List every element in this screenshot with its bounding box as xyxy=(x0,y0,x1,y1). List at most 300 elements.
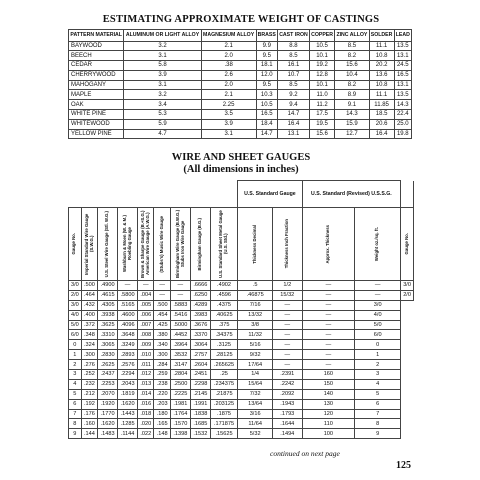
gauges-cell: .3370 xyxy=(190,330,210,340)
gauges-cell: — xyxy=(302,290,355,300)
gauges-cell: 150 xyxy=(302,379,355,389)
castings-cell: 14.7 xyxy=(256,129,277,139)
castings-cell: 16.4 xyxy=(277,119,309,129)
gauges-cell: .180 xyxy=(154,409,170,419)
gauges-cell: .25 xyxy=(210,370,237,380)
gauges-cell: — xyxy=(170,290,190,300)
castings-cell: 11.2 xyxy=(309,100,334,110)
castings-cell: 8.5 xyxy=(277,51,309,61)
castings-cell: 18.5 xyxy=(369,110,394,120)
gauges-row xyxy=(69,429,414,439)
gauges-cell: 1/4 xyxy=(238,370,273,380)
castings-cell: 2.25 xyxy=(201,100,256,110)
gauges-title-block xyxy=(60,152,422,176)
gauges-cell: .4900 xyxy=(98,281,118,291)
gauges-cell: .1920 xyxy=(98,399,118,409)
gauges-row xyxy=(69,300,414,310)
castings-title: ESTIMATING APPROXIMATE WEIGHT OF CASTINGS xyxy=(102,14,380,25)
gauges-cell: .3648 xyxy=(118,330,138,340)
castings-row xyxy=(69,110,412,120)
group-us-revised: U.S. Standard (Revised) U.S.S.G. xyxy=(302,181,401,208)
castings-col-header: LEAD xyxy=(394,30,411,42)
gauges-col-header-text: U.S. Standard Sheet Metal Gauge (U.S. Std.) xyxy=(218,210,229,278)
gauges-cell: .1793 xyxy=(273,409,302,419)
gauges-cell: .2391 xyxy=(273,370,302,380)
castings-cell: 8.9 xyxy=(335,90,369,100)
gauges-cell: .022 xyxy=(138,429,154,439)
gauges-cell: .1770 xyxy=(98,409,118,419)
gauges-cell: .324 xyxy=(81,340,97,350)
castings-col-header: COPPER xyxy=(309,30,334,42)
gauges-cell: .4375 xyxy=(210,300,237,310)
gauges-col-header xyxy=(273,208,302,281)
castings-row xyxy=(69,41,412,51)
gauges-cell: .348 xyxy=(81,330,97,340)
gauges-row xyxy=(69,379,414,389)
gauges-cell: .21875 xyxy=(210,389,237,399)
gauges-row xyxy=(69,360,414,370)
gauges-cell: 3/16 xyxy=(238,409,273,419)
gauges-cell: .464 xyxy=(81,290,97,300)
gauges-cell: .400 xyxy=(81,310,97,320)
castings-cell: 13.5 xyxy=(394,90,411,100)
castings-row xyxy=(69,61,412,71)
gauges-cell: 4/0 xyxy=(355,310,401,320)
gauges-col-header-text: Washburn & Moen (W. & M.) Roebling Gauge xyxy=(121,215,132,273)
gauges-cell: 7/32 xyxy=(238,389,273,399)
gauges-cell: .020 xyxy=(138,419,154,429)
gauges-col-header xyxy=(210,208,237,281)
gauges-cell: .340 xyxy=(154,340,170,350)
castings-cell: 19.5 xyxy=(309,119,334,129)
gauges-cell: 6/0 xyxy=(69,330,82,340)
gauges-cell: — xyxy=(302,281,355,291)
gauges-row xyxy=(69,330,414,340)
castings-col-header: SOLDER xyxy=(369,30,394,42)
castings-cell: 9.9 xyxy=(256,41,277,51)
castings-row xyxy=(69,119,412,129)
gauges-cell: 1/2 xyxy=(273,281,302,291)
gauges-table xyxy=(68,180,414,439)
castings-cell: 4.7 xyxy=(124,129,201,139)
gauges-cell: .2294 xyxy=(118,370,138,380)
gauges-cell: 13/32 xyxy=(238,310,273,320)
castings-cell: 3.2 xyxy=(124,90,201,100)
castings-cell: 17.5 xyxy=(309,110,334,120)
gauges-cell: 4 xyxy=(69,379,82,389)
gauges-col-header xyxy=(154,208,170,281)
castings-cell: 2.0 xyxy=(201,51,256,61)
gauges-cell: — xyxy=(273,330,302,340)
gauges-cell: .1644 xyxy=(273,419,302,429)
castings-row xyxy=(69,100,412,110)
gauges-cell: — xyxy=(273,350,302,360)
gauges-cell: .1875 xyxy=(210,409,237,419)
castings-col-header: ZINC ALLOY xyxy=(335,30,369,42)
gauges-col-header-text: Gauge No. xyxy=(71,233,77,255)
gauges-cell: — xyxy=(138,281,154,291)
castings-cell: 13.5 xyxy=(394,41,411,51)
gauges-cell: 2 xyxy=(355,360,401,370)
castings-cell: 10.8 xyxy=(369,51,394,61)
gauges-cell: .284 xyxy=(154,360,170,370)
gauges-cell: — xyxy=(302,310,355,320)
gauges-cell: .1494 xyxy=(273,429,302,439)
gauges-row xyxy=(69,290,414,300)
gauges-cell: — xyxy=(355,281,401,291)
gauges-row xyxy=(69,340,414,350)
castings-cell: 15.6 xyxy=(335,61,369,71)
gauges-cell: .006 xyxy=(138,310,154,320)
gauges-cell: — xyxy=(302,300,355,310)
gauges-cell: 11/64 xyxy=(238,419,273,429)
castings-cell: 14.3 xyxy=(335,110,369,120)
gauges-col-header-text: Imperial Standard Wire Gauge (S.W.G.) xyxy=(83,213,94,275)
castings-cell: 5.9 xyxy=(124,119,201,129)
castings-cell: 19.8 xyxy=(394,129,411,139)
gauges-cell: .3249 xyxy=(118,340,138,350)
gauges-cell: — xyxy=(273,360,302,370)
gauges-cell: .012 xyxy=(138,370,154,380)
castings-cell: 8.2 xyxy=(335,80,369,90)
castings-cell: 20.6 xyxy=(369,119,394,129)
gauges-cell: .2092 xyxy=(273,389,302,399)
gauges-cell: .010 xyxy=(138,350,154,360)
gauges-cell: 100 xyxy=(302,429,355,439)
gauges-cell: .2242 xyxy=(273,379,302,389)
gauges-cell: 130 xyxy=(302,399,355,409)
gauges-row xyxy=(69,310,414,320)
castings-cell: 15.6 xyxy=(309,129,334,139)
castings-cell: 2.1 xyxy=(201,90,256,100)
castings-cell: 9.4 xyxy=(277,100,309,110)
gauges-cell: .160 xyxy=(81,419,97,429)
gauges-col-header xyxy=(69,208,82,281)
castings-cell: 8.8 xyxy=(277,41,309,51)
gauges-col-header-text: Approx. Thickness xyxy=(324,224,330,264)
castings-cell: 5.3 xyxy=(124,110,201,120)
castings-row xyxy=(69,129,412,139)
castings-col-header: MAGNESIUM ALLOY xyxy=(201,30,256,42)
castings-cell: 9.1 xyxy=(335,100,369,110)
gauges-cell: .5800 xyxy=(118,290,138,300)
castings-material: WHITE PINE xyxy=(69,110,124,120)
gauges-col-header-text: Brown & Sharpe Gauge (B.+S.G.) American Wire Gauge (A.W.G.) xyxy=(139,210,150,278)
gauges-cell: .276 xyxy=(81,360,97,370)
gauges-cell: .28125 xyxy=(210,350,237,360)
gauges-cell: 9 xyxy=(69,429,82,439)
gauges-cell: .212 xyxy=(81,389,97,399)
gauges-cell: 9 xyxy=(355,429,401,439)
gauges-cell: .234375 xyxy=(210,379,237,389)
gauges-cell: .252 xyxy=(81,370,97,380)
gauges-cell: .500 xyxy=(154,300,170,310)
gauges-cell: .1443 xyxy=(118,409,138,419)
castings-col-header: BRASS xyxy=(256,30,277,42)
gauges-cell: — xyxy=(273,340,302,350)
gauges-cell: .3147 xyxy=(170,360,190,370)
castings-material: CEDAR xyxy=(69,61,124,71)
gauges-cell: 3/0 xyxy=(69,281,82,291)
gauges-cell: 0 xyxy=(69,340,82,350)
gauges-cell: 3/0 xyxy=(69,300,82,310)
gauges-cell: .425 xyxy=(154,320,170,330)
gauges-cell: .375 xyxy=(210,320,237,330)
gauges-cell: .014 xyxy=(138,389,154,399)
gauges-col-header xyxy=(302,208,355,281)
gauges-col-header xyxy=(355,208,401,281)
gauges-cell: .220 xyxy=(154,389,170,399)
gauges-cell: .1285 xyxy=(118,419,138,429)
castings-cell: 9.2 xyxy=(277,90,309,100)
gauges-col-header xyxy=(81,208,97,281)
gauges-cell: .3532 xyxy=(170,350,190,360)
castings-cell: 10.5 xyxy=(309,41,334,51)
gauges-cell: .380 xyxy=(154,330,170,340)
gauges-col-header-text: Weight oz./sq. ft. xyxy=(374,226,380,262)
castings-cell: 12.7 xyxy=(335,129,369,139)
gauges-cell: .1620 xyxy=(118,399,138,409)
gauges-cell: .232 xyxy=(81,379,97,389)
gauges-cell: 1 xyxy=(69,350,82,360)
gauges-group-row xyxy=(69,181,414,208)
gauges-cell: 6/0 xyxy=(355,330,401,340)
castings-cell: 5.8 xyxy=(124,61,201,71)
gauges-cell: 5 xyxy=(69,389,82,399)
castings-row xyxy=(69,90,412,100)
gauges-cell: .3676 xyxy=(190,320,210,330)
castings-cell: 13.1 xyxy=(394,51,411,61)
gauges-cell: .4615 xyxy=(98,290,118,300)
gauges-cell: 7 xyxy=(355,409,401,419)
gauges-row xyxy=(69,419,414,429)
continued-note: continued on next page xyxy=(270,449,340,458)
gauges-cell: 9/32 xyxy=(238,350,273,360)
gauges-cell: .2298 xyxy=(190,379,210,389)
gauges-cell: — xyxy=(302,360,355,370)
castings-table xyxy=(68,29,412,139)
gauges-cell: .3938 xyxy=(98,310,118,320)
gauges-cell: .2253 xyxy=(98,379,118,389)
castings-cell: 10.1 xyxy=(309,80,334,90)
gauges-row xyxy=(69,350,414,360)
castings-material: BAYWOOD xyxy=(69,41,124,51)
gauges-cell: .4902 xyxy=(210,281,237,291)
gauges-cell: .1532 xyxy=(190,429,210,439)
gauges-cell: .4596 xyxy=(210,290,237,300)
castings-col-header: PATTERN MATERIAL xyxy=(69,30,124,42)
gauges-cell: — xyxy=(355,290,401,300)
gauges-cell: .2500 xyxy=(170,379,190,389)
gauges-row xyxy=(69,409,414,419)
castings-col-header: ALUMINUM OR LIGHT ALLOY xyxy=(124,30,201,42)
castings-cell: 3.2 xyxy=(124,41,201,51)
gauges-cell: .3964 xyxy=(170,340,190,350)
gauges-cell: .2757 xyxy=(190,350,210,360)
castings-cell: 16.5 xyxy=(394,70,411,80)
gauges-cell: .2804 xyxy=(170,370,190,380)
gauges-cell: .300 xyxy=(154,350,170,360)
castings-cell: 3.1 xyxy=(124,80,201,90)
gauges-cell: .1685 xyxy=(190,419,210,429)
gauges-cell: .5883 xyxy=(170,300,190,310)
gauges-cell: .2437 xyxy=(98,370,118,380)
castings-cell: 3.9 xyxy=(201,119,256,129)
gauges-cell: .4305 xyxy=(98,300,118,310)
castings-cell: 11.85 xyxy=(369,100,394,110)
castings-cell: 11.1 xyxy=(369,90,394,100)
gauges-cell: .3310 xyxy=(98,330,118,340)
gauges-cell: — xyxy=(302,350,355,360)
gauges-cell: .5000 xyxy=(170,320,190,330)
gauges-cell: .372 xyxy=(81,320,97,330)
gauges-cell: 2/0 xyxy=(401,290,414,300)
castings-cell: 3.1 xyxy=(201,129,256,139)
gauges-cell: .6666 xyxy=(190,281,210,291)
gauges-cell: .165 xyxy=(154,419,170,429)
gauges-title: WIRE AND SHEET GAUGES xyxy=(171,152,311,163)
castings-cell: 9.5 xyxy=(256,80,277,90)
castings-cell: 16.1 xyxy=(277,61,309,71)
gauges-cell: .34375 xyxy=(210,330,237,340)
castings-material: YELLOW PINE xyxy=(69,129,124,139)
gauges-cell: 120 xyxy=(302,409,355,419)
gauges-cell: .2830 xyxy=(98,350,118,360)
gauges-cell: 2/0 xyxy=(69,290,82,300)
castings-cell: 10.3 xyxy=(256,90,277,100)
castings-cell: 16.5 xyxy=(256,110,277,120)
gauges-col-header-text: Birmingham Gauge (B.G.) xyxy=(196,217,202,271)
gauges-cell: 15/64 xyxy=(238,379,273,389)
gauges-col-header-text: Thickness Inch Fraction xyxy=(283,219,289,269)
gauges-cell: 17/64 xyxy=(238,360,273,370)
gauges-cell: .432 xyxy=(81,300,97,310)
gauges-cell: 1 xyxy=(355,350,401,360)
gauges-cell: .2070 xyxy=(98,389,118,399)
castings-cell: 16.4 xyxy=(369,129,394,139)
castings-cell: 13.6 xyxy=(369,70,394,80)
gauges-row xyxy=(69,399,414,409)
gauges-cell: 140 xyxy=(302,389,355,399)
castings-material: WHITEWOOD xyxy=(69,119,124,129)
gauges-cell: .2893 xyxy=(118,350,138,360)
gauges-row xyxy=(69,281,414,291)
gauges-cell: 0 xyxy=(355,340,401,350)
gauges-cell: .1764 xyxy=(170,409,190,419)
gauges-cell: .3125 xyxy=(210,340,237,350)
castings-material: CHERRYWOOD xyxy=(69,70,124,80)
gauges-cell: .203 xyxy=(154,399,170,409)
castings-cell: 12.8 xyxy=(309,70,334,80)
gauges-cell: .5416 xyxy=(170,310,190,320)
castings-col-header: CAST IRON xyxy=(277,30,309,42)
gauges-cell: .265625 xyxy=(210,360,237,370)
gauges-col-header-text: U.S. Steel Wire Gauge (Stl. W.G.) xyxy=(104,210,110,278)
castings-cell: 18.4 xyxy=(256,119,277,129)
castings-cell: 20.2 xyxy=(369,61,394,71)
gauges-cell: — xyxy=(302,320,355,330)
gauges-cell: .500 xyxy=(81,281,97,291)
gauges-cell: — xyxy=(273,300,302,310)
group-us-standard: U.S. Standard Gauge xyxy=(238,181,302,208)
gauges-cell: .2451 xyxy=(190,370,210,380)
gauges-cell: 7/16 xyxy=(238,300,273,310)
gauges-cell: .259 xyxy=(154,370,170,380)
gauges-cell: .1838 xyxy=(190,409,210,419)
gauges-cell: .016 xyxy=(138,399,154,409)
castings-row xyxy=(69,70,412,80)
gauges-cell: 5/0 xyxy=(69,320,82,330)
gauges-cell: .454 xyxy=(154,310,170,320)
gauges-cell: — xyxy=(154,290,170,300)
gauges-col-header xyxy=(138,208,154,281)
gauges-cell: 4/0 xyxy=(69,310,82,320)
gauges-cell: .40625 xyxy=(210,310,237,320)
gauges-col-header xyxy=(238,208,273,281)
gauges-cell: .1943 xyxy=(273,399,302,409)
castings-cell: 2.1 xyxy=(201,41,256,51)
gauges-cell: .1570 xyxy=(170,419,190,429)
castings-cell: 3.9 xyxy=(124,70,201,80)
gauges-cell: .46875 xyxy=(238,290,273,300)
gauges-cell: .176 xyxy=(81,409,97,419)
gauges-cell: .2043 xyxy=(118,379,138,389)
castings-cell: 18.1 xyxy=(256,61,277,71)
gauges-cell: 5 xyxy=(355,389,401,399)
gauges-cell: 5/0 xyxy=(355,320,401,330)
gauges-cell: .2225 xyxy=(170,389,190,399)
gauges-cell: 3/8 xyxy=(238,320,273,330)
castings-cell: 24.5 xyxy=(394,61,411,71)
castings-material: MAHOGANY xyxy=(69,80,124,90)
castings-cell: 25.0 xyxy=(394,119,411,129)
gauges-cell: .2604 xyxy=(190,360,210,370)
castings-cell: 2.0 xyxy=(201,80,256,90)
gauges-cell: — xyxy=(154,281,170,291)
gauges-row xyxy=(69,370,414,380)
gauges-cell: 15/32 xyxy=(273,290,302,300)
gauges-cell: .300 xyxy=(81,350,97,360)
castings-cell: 19.2 xyxy=(309,61,334,71)
gauges-cell: .011 xyxy=(138,360,154,370)
gauges-cell: 8 xyxy=(69,419,82,429)
castings-material: OAK xyxy=(69,100,124,110)
gauges-cell: 8 xyxy=(355,419,401,429)
castings-row xyxy=(69,51,412,61)
gauges-cell: .4289 xyxy=(190,300,210,310)
castings-cell: 14.3 xyxy=(394,100,411,110)
gauges-cell: .3983 xyxy=(190,310,210,320)
gauges-col-header-text: Birmingham Wire Gauge (B.W.G.) Stubs Iron Wire Gauge xyxy=(174,210,185,279)
gauges-cell: — xyxy=(273,320,302,330)
castings-material: MAPLE xyxy=(69,90,124,100)
gauges-cell: .144 xyxy=(81,429,97,439)
gauges-cell: 3 xyxy=(69,370,82,380)
gauges-cell: — xyxy=(118,281,138,291)
gauges-cell: .1981 xyxy=(170,399,190,409)
castings-cell: 13.1 xyxy=(277,129,309,139)
gauges-cell: .4452 xyxy=(170,330,190,340)
gauges-row xyxy=(69,320,414,330)
castings-cell: 8.5 xyxy=(277,80,309,90)
gauges-cell: .6250 xyxy=(190,290,210,300)
gauges-row xyxy=(69,389,414,399)
gauges-cell: .004 xyxy=(138,290,154,300)
gauges-cell: .3064 xyxy=(190,340,210,350)
gauges-cell: .238 xyxy=(154,379,170,389)
gauges-cell: .1483 xyxy=(98,429,118,439)
gauges-cell: 7 xyxy=(69,409,82,419)
